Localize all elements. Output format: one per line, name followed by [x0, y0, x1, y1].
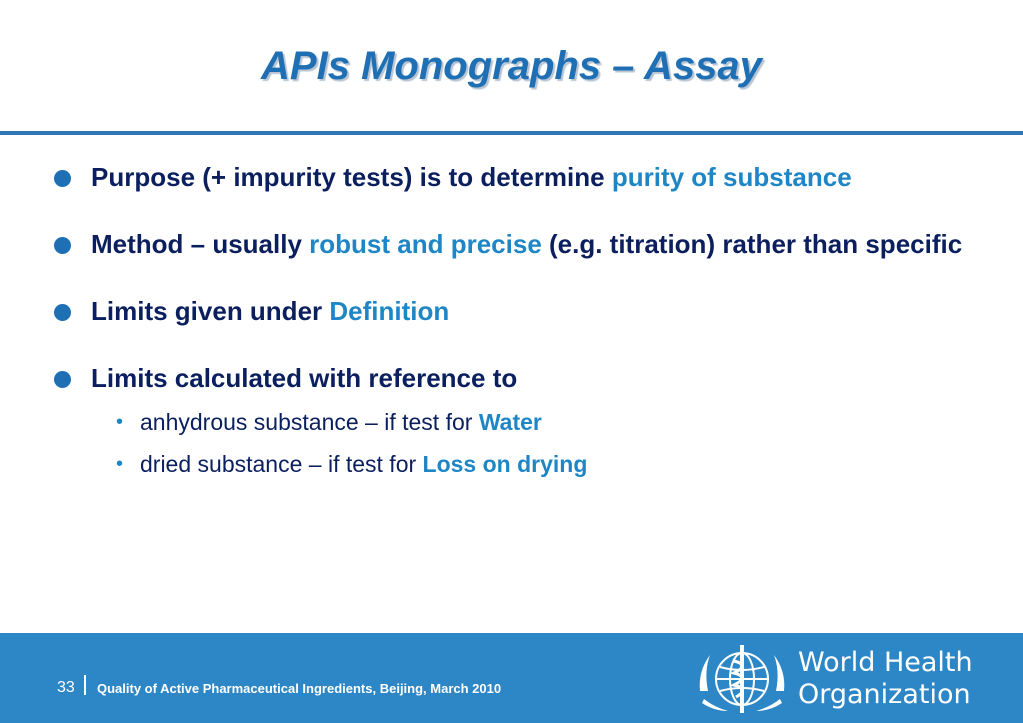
footer-bar [0, 633, 1023, 723]
bullet-limits-reference [54, 359, 974, 397]
bullet-purpose [54, 158, 974, 196]
who-emblem-icon [694, 641, 790, 717]
who-name-line1: World Health [798, 647, 973, 678]
bullet-highlight: purity of substance [611, 162, 852, 192]
title-divider [0, 131, 1023, 135]
footer-text: Quality of Active Pharmaceutical Ingredients, Beijing, March 2010 [97, 681, 502, 696]
bullet-text: Method – usually [91, 229, 310, 259]
bullet-limits-definition [54, 292, 974, 330]
sub-bullet-text: anhydrous substance – if test for [140, 409, 479, 435]
who-name-line2: Organization [798, 679, 971, 710]
sub-bullet-anhydrous [54, 401, 974, 443]
sub-bullet-dot-icon: • [116, 411, 124, 433]
bullet-text: Limits given under [91, 296, 330, 326]
slide-content [54, 158, 974, 485]
bullet-highlight: robust and precise [309, 229, 542, 259]
bullet-highlight: Definition [329, 296, 450, 326]
bullet-dot-icon [54, 237, 71, 254]
sub-bullet-dot-icon: • [116, 453, 124, 475]
bullet-text: Purpose (+ impurity tests) is to determine [91, 162, 612, 192]
sub-bullet-highlight: Water [478, 409, 542, 435]
page-number: 33 [57, 679, 75, 696]
who-name [798, 647, 973, 711]
bullet-dot-icon [54, 304, 71, 321]
sub-bullet-text: dried substance – if test for [140, 451, 423, 477]
footer-separator [84, 675, 86, 695]
bullet-dot-icon [54, 371, 71, 388]
bullet-dot-icon [54, 170, 71, 187]
sub-bullet-highlight: Loss on drying [422, 451, 588, 477]
bullet-method [54, 225, 974, 263]
sub-bullet-dried [54, 443, 974, 485]
slide-title: APIs Monographs – Assay [261, 44, 762, 88]
bullet-text: Limits calculated with reference to [91, 363, 518, 393]
bullet-text: (e.g. titration) rather than specific [541, 229, 963, 259]
